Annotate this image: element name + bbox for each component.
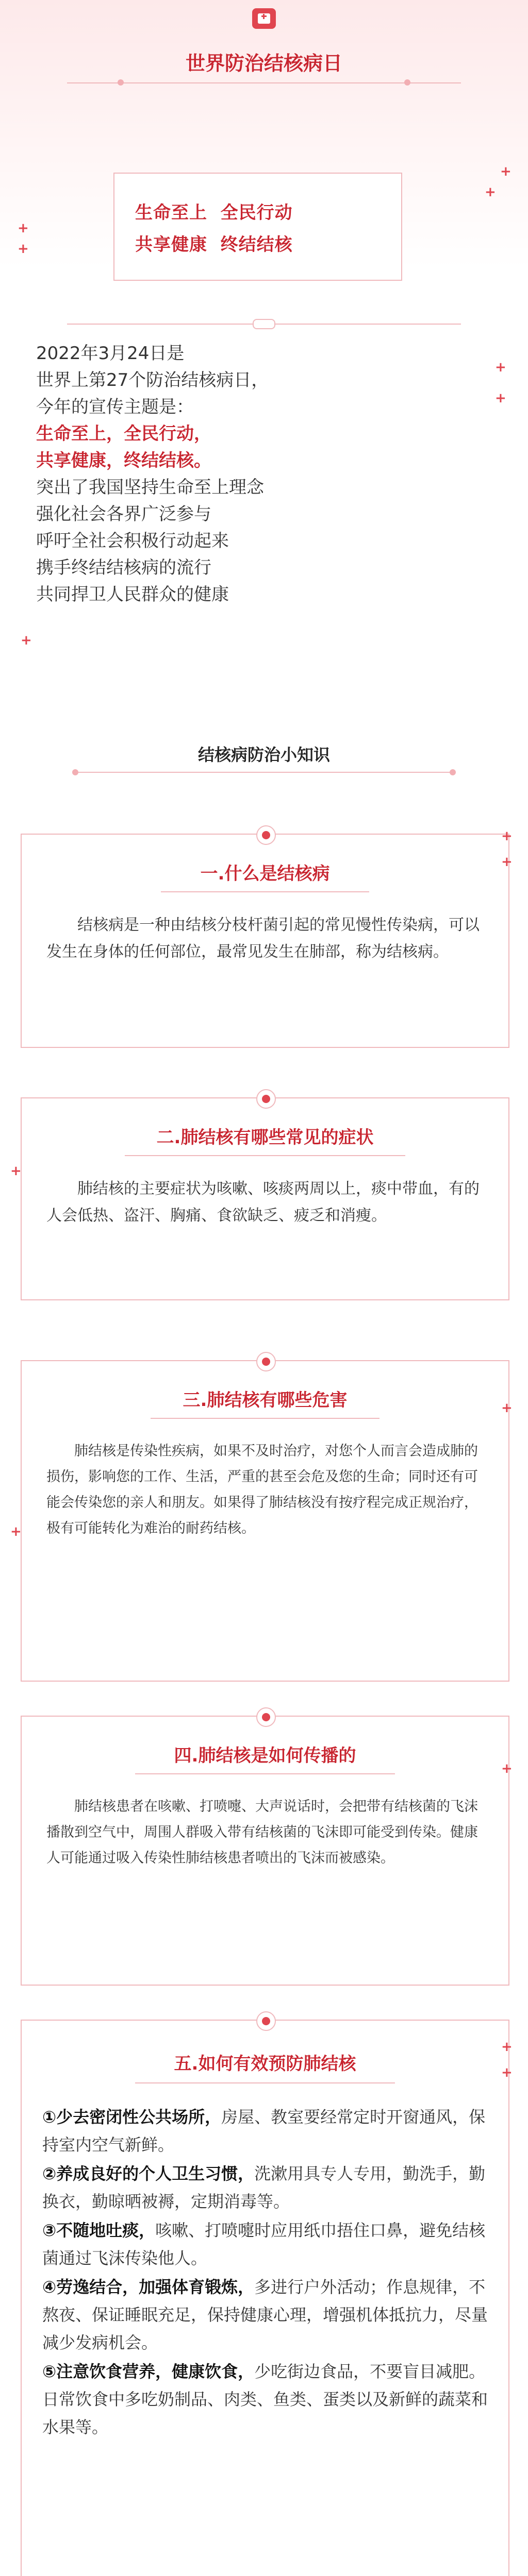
intro-line: 呼吁全社会积极行动起来 (36, 531, 229, 551)
intro-line: 世界上第27个防治结核病日， (36, 370, 269, 391)
tip-text: 咳嗽、打喷嚏时应用纸巾捂住口鼻，避免结核菌通过飞沫传染他人。 (42, 2221, 486, 2268)
section-card (21, 2020, 509, 2576)
tip-lead: ③不随地吐痰， (42, 2221, 156, 2240)
page-title: 世界防治结核病日 (185, 52, 342, 75)
header-icon (252, 8, 276, 29)
separator-mark (253, 319, 275, 329)
decor-plus: + (18, 221, 29, 236)
decor-plus: + (501, 2039, 513, 2055)
tip-text: 少吃街边食品，不要盲目减肥。日常饮食中多吃奶制品、肉类、鱼类、蛋类以及新鲜的蔬菜和水果等。 (42, 2362, 488, 2437)
title-underline (67, 82, 461, 83)
theme-line: 共享健康，终结结核。 (36, 450, 211, 471)
decor-plus: + (18, 241, 29, 257)
section-text: 肺结核是传染性疾病，如果不及时治疗，对您个人而言会造成肺的损伤，影响您的工作、生活，严重的甚至会危及您的生命；同时还有可能会传染您的亲人和朋友。如果得了肺结核没有按疗程完成正规治疗，极有可能转化为难治的耐药结核。 (46, 1443, 478, 1536)
intro-line: 今年的宣传主题是： (36, 397, 194, 417)
list-item (42, 2273, 488, 2357)
title-separator (151, 1418, 380, 1419)
prevention-list (42, 2103, 488, 2442)
decor-plus: + (501, 2065, 513, 2080)
card-tab (256, 2011, 276, 2031)
decor-dot (118, 79, 124, 86)
section-title: 五.如何有效预防肺结核 (174, 2054, 356, 2074)
section-card (21, 1097, 509, 1300)
tip-lead: ④劳逸结合，加强体育锻炼， (42, 2277, 255, 2297)
intro-line: 携手终结结核病的流行 (36, 557, 211, 578)
decor-plus: + (501, 854, 513, 870)
title-separator (135, 1773, 395, 1774)
title-separator (135, 2082, 395, 2083)
decor-plus: + (21, 633, 32, 648)
section-text: 结核病是一种由结核分枝杆菌引起的常见慢性传染病，可以发生在身体的任何部位，最常见发生在肺部，称为结核病。 (46, 916, 480, 961)
intro-line: 突出了我国坚持生命至上理念 (36, 477, 264, 498)
tip-lead: ⑤注意饮食营养，健康饮食， (42, 2362, 255, 2381)
decor-dot (404, 79, 410, 86)
list-item (42, 2358, 488, 2441)
decor-dot (450, 769, 456, 775)
decor-plus: + (10, 1163, 22, 1179)
heading-underline (77, 772, 451, 773)
tip-lead: ②养成良好的个人卫生习惯， (42, 2164, 255, 2183)
list-item (42, 2216, 488, 2272)
section-card (21, 834, 509, 1048)
decor-plus: + (501, 1761, 513, 1776)
section-card (21, 1360, 509, 1682)
intro-line: 强化社会各界广泛参与 (36, 504, 211, 524)
title-separator (125, 1155, 405, 1156)
intro-line: 2022年3月24日是 (36, 343, 185, 364)
list-item (42, 2160, 488, 2215)
section-text: 肺结核的主要症状为咳嗽、咳痰两周以上，痰中带血，有的人会低热、盗汗、胸痛、食欲缺乏、疲乏和消瘦。 (46, 1180, 480, 1225)
section-card (21, 1716, 509, 1986)
decor-plus: + (10, 1524, 22, 1539)
tip-text: 多进行户外活动；作息规律，不熬夜、保证睡眠充足，保持健康心理，增强机体抵抗力，尽量减少发病机会。 (42, 2277, 488, 2352)
slogan-line: 生命至上 全民行动 (135, 202, 293, 223)
tip-text: 房屋、教室要经常定时开窗通风，保持室内空气新鲜。 (42, 2107, 486, 2155)
intro-block (36, 340, 490, 608)
decor-plus: + (501, 1400, 513, 1416)
section-text: 肺结核患者在咳嗽、打喷嚏、大声说话时，会把带有结核菌的飞沫播散到空气中，周围人群吸入带有结核菌的飞沫即可能受到传染。健康人可能通过吸入传染性肺结核患者喷出的飞沫而被感染。 (46, 1799, 478, 1866)
decor-plus: + (495, 360, 506, 375)
decor-plus: + (485, 184, 496, 200)
tip-text: 洗漱用具专人专用，勤洗手，勤换衣，勤晾晒被褥，定期消毒等。 (42, 2164, 486, 2211)
section-title: 二.肺结核有哪些常见的症状 (156, 1127, 374, 1148)
tip-lead: ①少去密闭性公共场所， (42, 2107, 222, 2127)
decor-plus: + (501, 828, 513, 844)
slogan-line: 共享健康 终结结核 (135, 234, 293, 255)
card-tab (256, 1089, 276, 1109)
section-title: 一.什么是结核病 (200, 863, 330, 884)
title-separator (161, 891, 369, 892)
card-tab (256, 1707, 276, 1727)
knowledge-heading: 结核病防治小知识 (197, 745, 330, 765)
intro-line: 共同捍卫人民群众的健康 (36, 584, 229, 605)
decor-dot (72, 769, 78, 775)
card-tab (256, 825, 276, 845)
list-item (42, 2103, 488, 2159)
section-title: 三.肺结核有哪些危害 (183, 1390, 348, 1411)
card-tab (256, 1352, 276, 1371)
decor-plus: + (495, 391, 506, 406)
section-title: 四.肺结核是如何传播的 (174, 1745, 356, 1766)
theme-line: 生命至上，全民行动， (36, 423, 211, 444)
decor-plus: + (500, 164, 512, 179)
slogan-box (113, 173, 402, 281)
